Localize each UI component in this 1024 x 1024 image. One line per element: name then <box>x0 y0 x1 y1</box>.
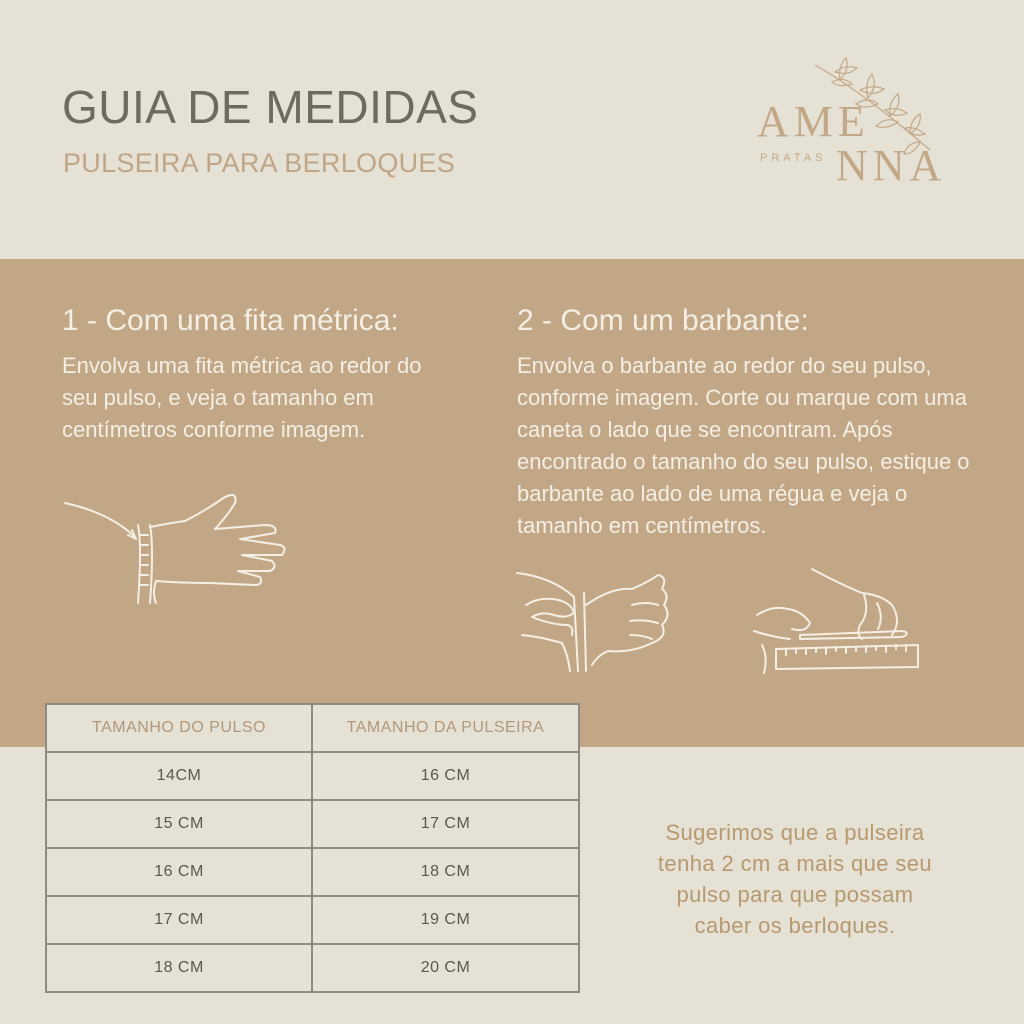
table-row <box>46 896 579 944</box>
logo-word-top: AME <box>757 97 870 146</box>
wrist-size-cell: 17 CM <box>46 896 312 944</box>
table-row <box>46 800 579 848</box>
table-row <box>46 848 579 896</box>
table-row <box>46 944 579 992</box>
table-header-row <box>46 704 579 752</box>
header-bracelet-size: TAMANHO DA PULSEIRA <box>312 704 579 752</box>
suggestion-text <box>620 817 970 941</box>
bracelet-size-cell: 16 CM <box>312 752 579 800</box>
wrist-size-cell: 15 CM <box>46 800 312 848</box>
page-title: GUIA DE MEDIDAS <box>62 81 479 133</box>
logo-small-text: PRATAS <box>760 152 827 164</box>
bracelet-size-cell: 18 CM <box>312 848 579 896</box>
page-subtitle: PULSEIRA PARA BERLOQUES <box>63 148 456 178</box>
suggestion-line: Sugerimos que a pulseira <box>665 820 925 845</box>
table-row <box>46 752 579 800</box>
suggestion-line: pulso para que possam <box>676 882 914 907</box>
wrist-size-cell: 16 CM <box>46 848 312 896</box>
bracelet-size-cell: 20 CM <box>312 944 579 992</box>
method1-title: 1 - Com uma fita métrica: <box>62 304 399 337</box>
wrist-size-cell: 14CM <box>46 752 312 800</box>
wrist-size-cell: 18 CM <box>46 944 312 992</box>
header-wrist-size: TAMANHO DO PULSO <box>46 704 312 752</box>
wrist-string-icon <box>512 565 682 675</box>
string-ruler-icon <box>752 565 927 675</box>
size-table <box>45 703 580 993</box>
suggestion-line: caber os berloques. <box>694 913 896 938</box>
brand-logo <box>740 50 950 200</box>
method2-title: 2 - Com um barbante: <box>517 304 809 337</box>
method2-body: Envolva o barbante ao redor do seu pulso, conforme imagem. Corte ou marque com uma caneta o lado que se encontram. Após encontrado o tamanho do seu pulso, estique o barbante ao lado de uma régua e veja o tamanho em centímetros. <box>517 353 970 538</box>
bracelet-size-cell: 19 CM <box>312 896 579 944</box>
bracelet-size-cell: 17 CM <box>312 800 579 848</box>
suggestion-line: tenha 2 cm a mais que seu <box>657 851 933 876</box>
method1-body: Envolva uma fita métrica ao redor do seu pulso, e veja o tamanho em centímetros conforme imagem. <box>62 353 422 442</box>
wrist-tape-measure-icon <box>60 485 300 610</box>
logo-word-bottom: NNA <box>836 141 947 190</box>
